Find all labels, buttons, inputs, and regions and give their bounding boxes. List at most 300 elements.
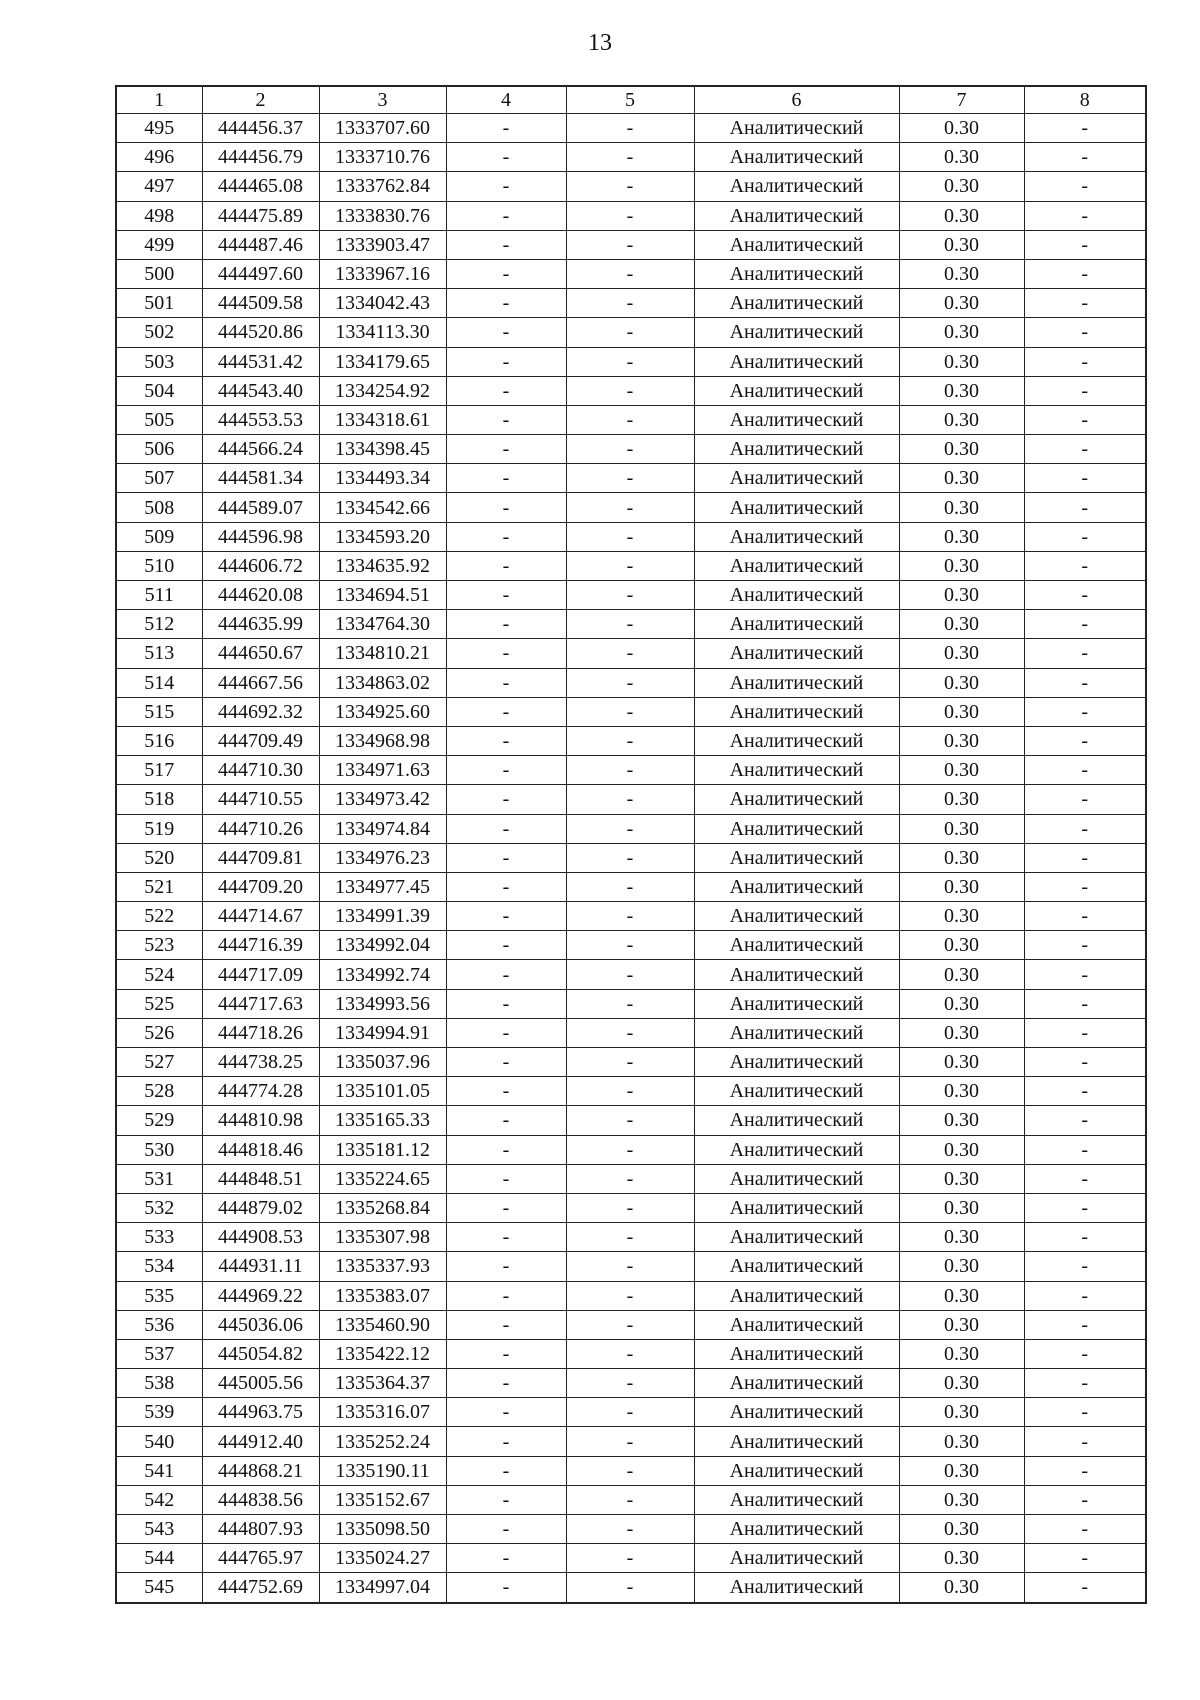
point-number-cell: 529 <box>116 1106 202 1135</box>
point-number-cell: 545 <box>116 1573 202 1603</box>
table-header <box>116 86 1146 114</box>
point-number-cell: 533 <box>116 1223 202 1252</box>
col-5-cell: - <box>566 1048 694 1077</box>
accuracy-cell: 0.30 <box>899 114 1024 143</box>
point-number-cell: 541 <box>116 1456 202 1485</box>
coord-x-cell: 444752.69 <box>202 1573 319 1603</box>
coord-x-cell: 444931.11 <box>202 1252 319 1281</box>
col-4-cell: - <box>446 551 566 580</box>
coord-x-cell: 444709.81 <box>202 843 319 872</box>
method-cell: Аналитический <box>694 931 899 960</box>
point-number-cell: 496 <box>116 143 202 172</box>
method-cell: Аналитический <box>694 1398 899 1427</box>
col-8-cell: - <box>1024 726 1146 755</box>
coord-y-cell: 1333967.16 <box>319 259 446 288</box>
table-row <box>116 668 1146 697</box>
col-5-cell: - <box>566 114 694 143</box>
coord-y-cell: 1334973.42 <box>319 785 446 814</box>
point-number-cell: 519 <box>116 814 202 843</box>
method-cell: Аналитический <box>694 1281 899 1310</box>
col-5-cell: - <box>566 172 694 201</box>
col-8-cell: - <box>1024 1339 1146 1368</box>
table-row <box>116 1515 1146 1544</box>
table-row <box>116 551 1146 580</box>
coord-y-cell: 1334968.98 <box>319 726 446 755</box>
coord-x-cell: 444738.25 <box>202 1048 319 1077</box>
col-4-cell: - <box>446 1544 566 1573</box>
column-header-2: 2 <box>202 86 319 114</box>
accuracy-cell: 0.30 <box>899 1398 1024 1427</box>
coord-x-cell: 444717.63 <box>202 989 319 1018</box>
coord-x-cell: 444497.60 <box>202 259 319 288</box>
table-row <box>116 522 1146 551</box>
col-8-cell: - <box>1024 1485 1146 1514</box>
point-number-cell: 512 <box>116 610 202 639</box>
col-8-cell: - <box>1024 756 1146 785</box>
coord-x-cell: 444650.67 <box>202 639 319 668</box>
coord-y-cell: 1334971.63 <box>319 756 446 785</box>
coord-y-cell: 1334977.45 <box>319 872 446 901</box>
accuracy-cell: 0.30 <box>899 143 1024 172</box>
table-row <box>116 843 1146 872</box>
coord-y-cell: 1333903.47 <box>319 230 446 259</box>
col-4-cell: - <box>446 989 566 1018</box>
col-8-cell: - <box>1024 114 1146 143</box>
coord-x-cell: 444620.08 <box>202 581 319 610</box>
col-4-cell: - <box>446 1456 566 1485</box>
coord-x-cell: 444818.46 <box>202 1135 319 1164</box>
col-8-cell: - <box>1024 1048 1146 1077</box>
accuracy-cell: 0.30 <box>899 931 1024 960</box>
coord-y-cell: 1335098.50 <box>319 1515 446 1544</box>
col-4-cell: - <box>446 259 566 288</box>
coord-y-cell: 1334810.21 <box>319 639 446 668</box>
coord-x-cell: 444879.02 <box>202 1193 319 1222</box>
method-cell: Аналитический <box>694 114 899 143</box>
coord-x-cell: 444709.49 <box>202 726 319 755</box>
point-number-cell: 503 <box>116 347 202 376</box>
coord-x-cell: 444710.26 <box>202 814 319 843</box>
coord-x-cell: 444596.98 <box>202 522 319 551</box>
col-8-cell: - <box>1024 1281 1146 1310</box>
col-5-cell: - <box>566 756 694 785</box>
col-8-cell: - <box>1024 259 1146 288</box>
col-5-cell: - <box>566 931 694 960</box>
col-5-cell: - <box>566 1193 694 1222</box>
col-8-cell: - <box>1024 1544 1146 1573</box>
col-8-cell: - <box>1024 697 1146 726</box>
col-8-cell: - <box>1024 1164 1146 1193</box>
col-5-cell: - <box>566 1310 694 1339</box>
method-cell: Аналитический <box>694 1223 899 1252</box>
col-4-cell: - <box>446 1135 566 1164</box>
coord-y-cell: 1334764.30 <box>319 610 446 639</box>
coord-x-cell: 444667.56 <box>202 668 319 697</box>
method-cell: Аналитический <box>694 376 899 405</box>
coord-x-cell: 444718.26 <box>202 1018 319 1047</box>
point-number-cell: 542 <box>116 1485 202 1514</box>
col-4-cell: - <box>446 697 566 726</box>
point-number-cell: 501 <box>116 289 202 318</box>
coord-x-cell: 444714.67 <box>202 902 319 931</box>
coord-y-cell: 1334976.23 <box>319 843 446 872</box>
coord-x-cell: 445054.82 <box>202 1339 319 1368</box>
col-4-cell: - <box>446 1398 566 1427</box>
table-row <box>116 1485 1146 1514</box>
table-row <box>116 318 1146 347</box>
method-cell: Аналитический <box>694 230 899 259</box>
col-5-cell: - <box>566 464 694 493</box>
col-8-cell: - <box>1024 1369 1146 1398</box>
method-cell: Аналитический <box>694 1456 899 1485</box>
table-row <box>116 1106 1146 1135</box>
coord-y-cell: 1333762.84 <box>319 172 446 201</box>
table-row <box>116 1135 1146 1164</box>
accuracy-cell: 0.30 <box>899 814 1024 843</box>
col-5-cell: - <box>566 1018 694 1047</box>
col-8-cell: - <box>1024 1193 1146 1222</box>
method-cell: Аналитический <box>694 960 899 989</box>
coord-x-cell: 444509.58 <box>202 289 319 318</box>
coord-x-cell: 444848.51 <box>202 1164 319 1193</box>
point-number-cell: 534 <box>116 1252 202 1281</box>
point-number-cell: 511 <box>116 581 202 610</box>
accuracy-cell: 0.30 <box>899 405 1024 434</box>
accuracy-cell: 0.30 <box>899 493 1024 522</box>
col-4-cell: - <box>446 522 566 551</box>
table-row <box>116 1369 1146 1398</box>
accuracy-cell: 0.30 <box>899 902 1024 931</box>
method-cell: Аналитический <box>694 1515 899 1544</box>
table-row <box>116 697 1146 726</box>
col-8-cell: - <box>1024 289 1146 318</box>
method-cell: Аналитический <box>694 668 899 697</box>
col-4-cell: - <box>446 1106 566 1135</box>
table-row <box>116 639 1146 668</box>
accuracy-cell: 0.30 <box>899 1135 1024 1164</box>
method-cell: Аналитический <box>694 843 899 872</box>
col-4-cell: - <box>446 843 566 872</box>
point-number-cell: 535 <box>116 1281 202 1310</box>
col-4-cell: - <box>446 1164 566 1193</box>
coord-y-cell: 1334493.34 <box>319 464 446 493</box>
col-4-cell: - <box>446 1573 566 1603</box>
method-cell: Аналитический <box>694 581 899 610</box>
coord-x-cell: 444710.55 <box>202 785 319 814</box>
table-row <box>116 1544 1146 1573</box>
col-8-cell: - <box>1024 960 1146 989</box>
table-row <box>116 581 1146 610</box>
col-4-cell: - <box>446 872 566 901</box>
method-cell: Аналитический <box>694 172 899 201</box>
col-4-cell: - <box>446 405 566 434</box>
table-row <box>116 114 1146 143</box>
coord-y-cell: 1335252.24 <box>319 1427 446 1456</box>
point-number-cell: 527 <box>116 1048 202 1077</box>
table-row <box>116 289 1146 318</box>
accuracy-cell: 0.30 <box>899 1281 1024 1310</box>
coord-y-cell: 1334992.04 <box>319 931 446 960</box>
col-8-cell: - <box>1024 931 1146 960</box>
accuracy-cell: 0.30 <box>899 726 1024 755</box>
col-8-cell: - <box>1024 347 1146 376</box>
col-5-cell: - <box>566 1135 694 1164</box>
col-5-cell: - <box>566 143 694 172</box>
method-cell: Аналитический <box>694 1048 899 1077</box>
coord-x-cell: 444810.98 <box>202 1106 319 1135</box>
table-body <box>116 114 1146 1603</box>
coord-y-cell: 1334254.92 <box>319 376 446 405</box>
col-5-cell: - <box>566 1544 694 1573</box>
col-5-cell: - <box>566 1573 694 1603</box>
coord-x-cell: 444581.34 <box>202 464 319 493</box>
col-4-cell: - <box>446 960 566 989</box>
coord-x-cell: 444553.53 <box>202 405 319 434</box>
column-header-8: 8 <box>1024 86 1146 114</box>
column-header-7: 7 <box>899 86 1024 114</box>
point-number-cell: 499 <box>116 230 202 259</box>
col-4-cell: - <box>446 143 566 172</box>
col-4-cell: - <box>446 1077 566 1106</box>
accuracy-cell: 0.30 <box>899 843 1024 872</box>
col-4-cell: - <box>446 201 566 230</box>
table-row <box>116 1281 1146 1310</box>
accuracy-cell: 0.30 <box>899 464 1024 493</box>
col-5-cell: - <box>566 493 694 522</box>
point-number-cell: 521 <box>116 872 202 901</box>
coord-y-cell: 1334113.30 <box>319 318 446 347</box>
point-number-cell: 530 <box>116 1135 202 1164</box>
method-cell: Аналитический <box>694 1106 899 1135</box>
table-row <box>116 143 1146 172</box>
coord-x-cell: 444709.20 <box>202 872 319 901</box>
column-header-5: 5 <box>566 86 694 114</box>
accuracy-cell: 0.30 <box>899 1223 1024 1252</box>
col-8-cell: - <box>1024 1427 1146 1456</box>
point-number-cell: 538 <box>116 1369 202 1398</box>
table-row <box>116 435 1146 464</box>
method-cell: Аналитический <box>694 143 899 172</box>
coord-x-cell: 444908.53 <box>202 1223 319 1252</box>
col-8-cell: - <box>1024 1077 1146 1106</box>
accuracy-cell: 0.30 <box>899 1485 1024 1514</box>
coord-x-cell: 444692.32 <box>202 697 319 726</box>
coord-y-cell: 1334863.02 <box>319 668 446 697</box>
col-4-cell: - <box>446 1048 566 1077</box>
coord-y-cell: 1334635.92 <box>319 551 446 580</box>
col-5-cell: - <box>566 522 694 551</box>
accuracy-cell: 0.30 <box>899 201 1024 230</box>
accuracy-cell: 0.30 <box>899 581 1024 610</box>
col-8-cell: - <box>1024 522 1146 551</box>
col-8-cell: - <box>1024 143 1146 172</box>
col-5-cell: - <box>566 347 694 376</box>
col-4-cell: - <box>446 902 566 931</box>
accuracy-cell: 0.30 <box>899 172 1024 201</box>
point-number-cell: 498 <box>116 201 202 230</box>
method-cell: Аналитический <box>694 1164 899 1193</box>
table-row <box>116 1573 1146 1603</box>
point-number-cell: 520 <box>116 843 202 872</box>
col-5-cell: - <box>566 1369 694 1398</box>
col-8-cell: - <box>1024 405 1146 434</box>
coord-x-cell: 444531.42 <box>202 347 319 376</box>
col-8-cell: - <box>1024 581 1146 610</box>
col-4-cell: - <box>446 464 566 493</box>
table-row <box>116 610 1146 639</box>
accuracy-cell: 0.30 <box>899 1427 1024 1456</box>
method-cell: Аналитический <box>694 259 899 288</box>
col-8-cell: - <box>1024 551 1146 580</box>
accuracy-cell: 0.30 <box>899 522 1024 551</box>
method-cell: Аналитический <box>694 1544 899 1573</box>
coord-y-cell: 1335337.93 <box>319 1252 446 1281</box>
accuracy-cell: 0.30 <box>899 1252 1024 1281</box>
table-row <box>116 902 1146 931</box>
method-cell: Аналитический <box>694 347 899 376</box>
accuracy-cell: 0.30 <box>899 1164 1024 1193</box>
column-header-4: 4 <box>446 86 566 114</box>
method-cell: Аналитический <box>694 289 899 318</box>
col-8-cell: - <box>1024 668 1146 697</box>
accuracy-cell: 0.30 <box>899 318 1024 347</box>
col-4-cell: - <box>446 1281 566 1310</box>
col-4-cell: - <box>446 435 566 464</box>
coord-y-cell: 1334593.20 <box>319 522 446 551</box>
method-cell: Аналитический <box>694 551 899 580</box>
point-number-cell: 504 <box>116 376 202 405</box>
method-cell: Аналитический <box>694 435 899 464</box>
col-4-cell: - <box>446 931 566 960</box>
point-number-cell: 507 <box>116 464 202 493</box>
col-8-cell: - <box>1024 639 1146 668</box>
point-number-cell: 543 <box>116 1515 202 1544</box>
coord-y-cell: 1335460.90 <box>319 1310 446 1339</box>
accuracy-cell: 0.30 <box>899 1018 1024 1047</box>
accuracy-cell: 0.30 <box>899 989 1024 1018</box>
col-8-cell: - <box>1024 785 1146 814</box>
table-row <box>116 989 1146 1018</box>
coord-x-cell: 444456.37 <box>202 114 319 143</box>
point-number-cell: 510 <box>116 551 202 580</box>
table-row <box>116 493 1146 522</box>
table-row <box>116 405 1146 434</box>
col-4-cell: - <box>446 1485 566 1514</box>
table-row <box>116 726 1146 755</box>
coord-x-cell: 444912.40 <box>202 1427 319 1456</box>
col-8-cell: - <box>1024 1515 1146 1544</box>
table-row <box>116 1018 1146 1047</box>
accuracy-cell: 0.30 <box>899 610 1024 639</box>
col-4-cell: - <box>446 1339 566 1368</box>
col-8-cell: - <box>1024 1223 1146 1252</box>
coord-y-cell: 1335224.65 <box>319 1164 446 1193</box>
col-8-cell: - <box>1024 989 1146 1018</box>
accuracy-cell: 0.30 <box>899 1048 1024 1077</box>
accuracy-cell: 0.30 <box>899 289 1024 318</box>
coord-x-cell: 444589.07 <box>202 493 319 522</box>
col-5-cell: - <box>566 902 694 931</box>
col-4-cell: - <box>446 668 566 697</box>
method-cell: Аналитический <box>694 1252 899 1281</box>
table-row <box>116 756 1146 785</box>
accuracy-cell: 0.30 <box>899 1515 1024 1544</box>
col-5-cell: - <box>566 376 694 405</box>
table-row <box>116 1048 1146 1077</box>
col-8-cell: - <box>1024 1135 1146 1164</box>
accuracy-cell: 0.30 <box>899 697 1024 726</box>
point-number-cell: 518 <box>116 785 202 814</box>
point-number-cell: 506 <box>116 435 202 464</box>
method-cell: Аналитический <box>694 201 899 230</box>
method-cell: Аналитический <box>694 872 899 901</box>
method-cell: Аналитический <box>694 814 899 843</box>
coord-x-cell: 444465.08 <box>202 172 319 201</box>
coord-x-cell: 444969.22 <box>202 1281 319 1310</box>
col-5-cell: - <box>566 697 694 726</box>
coord-x-cell: 444807.93 <box>202 1515 319 1544</box>
coord-y-cell: 1333707.60 <box>319 114 446 143</box>
col-8-cell: - <box>1024 376 1146 405</box>
coord-y-cell: 1334991.39 <box>319 902 446 931</box>
coord-y-cell: 1334925.60 <box>319 697 446 726</box>
coord-y-cell: 1335422.12 <box>319 1339 446 1368</box>
accuracy-cell: 0.30 <box>899 1544 1024 1573</box>
column-header-3: 3 <box>319 86 446 114</box>
method-cell: Аналитический <box>694 726 899 755</box>
table-row <box>116 376 1146 405</box>
col-4-cell: - <box>446 1369 566 1398</box>
table-row <box>116 1252 1146 1281</box>
col-4-cell: - <box>446 1193 566 1222</box>
coord-x-cell: 444868.21 <box>202 1456 319 1485</box>
col-8-cell: - <box>1024 230 1146 259</box>
col-8-cell: - <box>1024 872 1146 901</box>
col-5-cell: - <box>566 289 694 318</box>
col-5-cell: - <box>566 960 694 989</box>
col-5-cell: - <box>566 1281 694 1310</box>
method-cell: Аналитический <box>694 1427 899 1456</box>
col-5-cell: - <box>566 318 694 347</box>
col-4-cell: - <box>446 726 566 755</box>
coord-x-cell: 444543.40 <box>202 376 319 405</box>
col-4-cell: - <box>446 289 566 318</box>
coord-y-cell: 1335307.98 <box>319 1223 446 1252</box>
col-4-cell: - <box>446 172 566 201</box>
col-8-cell: - <box>1024 1106 1146 1135</box>
method-cell: Аналитический <box>694 785 899 814</box>
col-4-cell: - <box>446 785 566 814</box>
method-cell: Аналитический <box>694 318 899 347</box>
point-number-cell: 544 <box>116 1544 202 1573</box>
table-row <box>116 1310 1146 1339</box>
col-8-cell: - <box>1024 201 1146 230</box>
method-cell: Аналитический <box>694 1310 899 1339</box>
point-number-cell: 516 <box>116 726 202 755</box>
method-cell: Аналитический <box>694 902 899 931</box>
method-cell: Аналитический <box>694 1135 899 1164</box>
table-row <box>116 1398 1146 1427</box>
col-4-cell: - <box>446 639 566 668</box>
coord-x-cell: 444716.39 <box>202 931 319 960</box>
accuracy-cell: 0.30 <box>899 960 1024 989</box>
col-4-cell: - <box>446 318 566 347</box>
col-4-cell: - <box>446 1310 566 1339</box>
col-8-cell: - <box>1024 610 1146 639</box>
col-5-cell: - <box>566 259 694 288</box>
coord-y-cell: 1335268.84 <box>319 1193 446 1222</box>
point-number-cell: 526 <box>116 1018 202 1047</box>
